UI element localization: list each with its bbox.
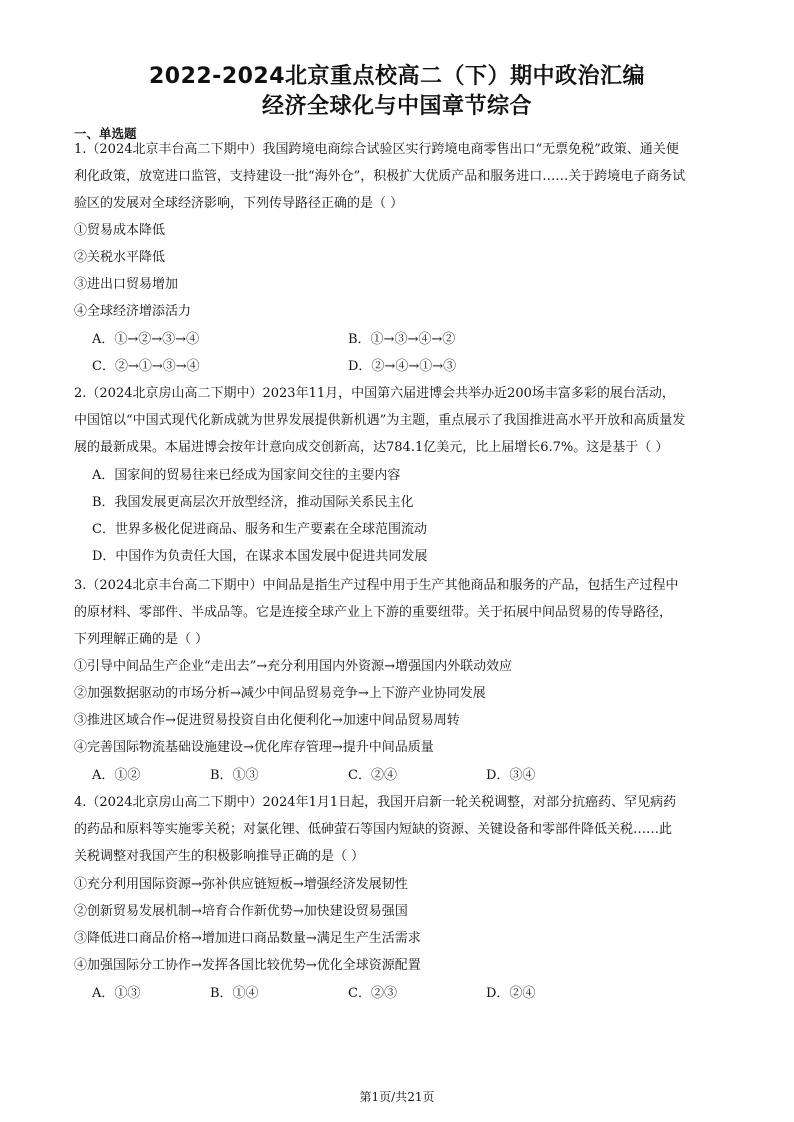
q3-option-b: B．①③ bbox=[210, 768, 259, 783]
q4-statement: ③降低进口商品价格→增加进口商品数量→满足生产生活需求 bbox=[74, 931, 421, 946]
section-heading: 一、单选题 bbox=[74, 126, 137, 141]
q3-statement: ①引导中间品生产企业“走出去”→充分利用国内外资源→增强国内外联动效应 bbox=[74, 659, 513, 674]
q3-stem-line: 3.（2024北京丰台高二下期中）中间品是指生产过程中用于生产其他商品和服务的产品，包括生产过程中 bbox=[74, 578, 679, 593]
q3-statement: ②加强数据驱动的市场分析→减少中间品贸易竞争→上下游产业协同发展 bbox=[74, 686, 486, 701]
document-title: 2022-2024北京重点校高二（下）期中政治汇编 bbox=[148, 64, 646, 89]
q2-option-b: B．我国发展更高层次开放型经济，推动国际关系民主化 bbox=[92, 495, 414, 510]
q3-statement: ④完善国际物流基础设施建设→优化库存管理→提升中间品质量 bbox=[74, 740, 434, 755]
q4-option-d: D．②④ bbox=[486, 986, 536, 1001]
q3-option-a: A．①② bbox=[92, 768, 141, 783]
q4-option-c: C．②③ bbox=[348, 986, 397, 1001]
q1-option-d: D．②→④→①→③ bbox=[348, 359, 457, 374]
q1-statement: ④全球经济增添活力 bbox=[74, 304, 192, 319]
q1-statement: ②关税水平降低 bbox=[74, 250, 166, 265]
q3-stem-line: 下列理解正确的是（ ） bbox=[74, 632, 209, 647]
q1-statement: ①贸易成本降低 bbox=[74, 223, 166, 238]
q3-stem-line: 的原材料、零部件、半成品等。它是连接全球产业上下游的重要纽带。关于拓展中间品贸易的传导路径， bbox=[74, 605, 673, 620]
document-subtitle: 经济全球化与中国章节综合 bbox=[261, 94, 532, 119]
q2-stem-line: 2.（2024北京房山高二下期中）2023年11月，中国第六届进博会共举办近200场丰富多彩的展台活动， bbox=[74, 386, 675, 401]
q4-stem-line: 的药品和原料等实施零关税；对氯化锂、低砷萤石等国内短缺的资源、关键设备和零部件降低关税……此 bbox=[74, 822, 673, 837]
q2-option-a: A．国家间的贸易往来已经成为国家间交往的主要内容 bbox=[92, 468, 401, 483]
q2-option-d: D．中国作为负责任大国，在谋求本国发展中促进共同发展 bbox=[92, 549, 428, 564]
q1-option-a: A．①→②→③→④ bbox=[92, 332, 200, 347]
q1-stem-line: 1.（2024北京丰台高二下期中）我国跨境电商综合试验区实行跨境电商零售出口“无票免税”政策、通关便 bbox=[74, 142, 679, 157]
q2-stem-line: 展的最新成果。本届进博会按年计意向成交创新高，达784.1亿美元，比上届增长6.7%。这是基于（ ） bbox=[74, 440, 669, 455]
q4-stem-line: 关税调整对我国产生的积极影响推导正确的是（ ） bbox=[74, 849, 365, 864]
q4-stem-line: 4.（2024北京房山高二下期中）2024年1月1日起，我国开启新一轮关税调整，对部分抗癌药、罕见病药 bbox=[74, 795, 677, 810]
q4-statement: ①充分利用国际资源→弥补供应链短板→增强经济发展韧性 bbox=[74, 877, 408, 892]
q2-option-c: C．世界多极化促进商品、服务和生产要素在全球范围流动 bbox=[92, 522, 427, 537]
q1-stem-line: 利化政策，放宽进口监管，支持建设一批“海外仓”，积极扩大优质产品和服务进口……关于跨境电子商务试 bbox=[74, 169, 686, 184]
q4-option-b: B．①④ bbox=[210, 986, 259, 1001]
q1-option-c: C．②→①→③→④ bbox=[92, 359, 200, 374]
q2-stem-line: 中国馆以“中国式现代化新成就为世界发展提供新机遇”为主题，重点展示了我国推进高水平开放和高质量发 bbox=[74, 413, 686, 428]
q3-option-d: D．③④ bbox=[486, 768, 536, 783]
page-number: 第1页/共21页 bbox=[359, 1090, 435, 1104]
q3-option-c: C．②④ bbox=[348, 768, 397, 783]
q4-option-a: A．①③ bbox=[92, 986, 141, 1001]
q1-stem-line: 验区的发展对全球经济影响，下列传导路径正确的是（ ） bbox=[74, 196, 404, 211]
q4-statement: ②创新贸易发展机制→培育合作新优势→加快建设贸易强国 bbox=[74, 904, 408, 919]
q1-statement: ③进出口贸易增加 bbox=[74, 277, 179, 292]
q4-statement: ④加强国际分工协作→发挥各国比较优势→优化全球资源配置 bbox=[74, 958, 421, 973]
q1-option-b: B．①→③→④→② bbox=[348, 332, 456, 347]
q3-statement: ③推进区域合作→促进贸易投资自由化便利化→加速中间品贸易周转 bbox=[74, 713, 460, 728]
